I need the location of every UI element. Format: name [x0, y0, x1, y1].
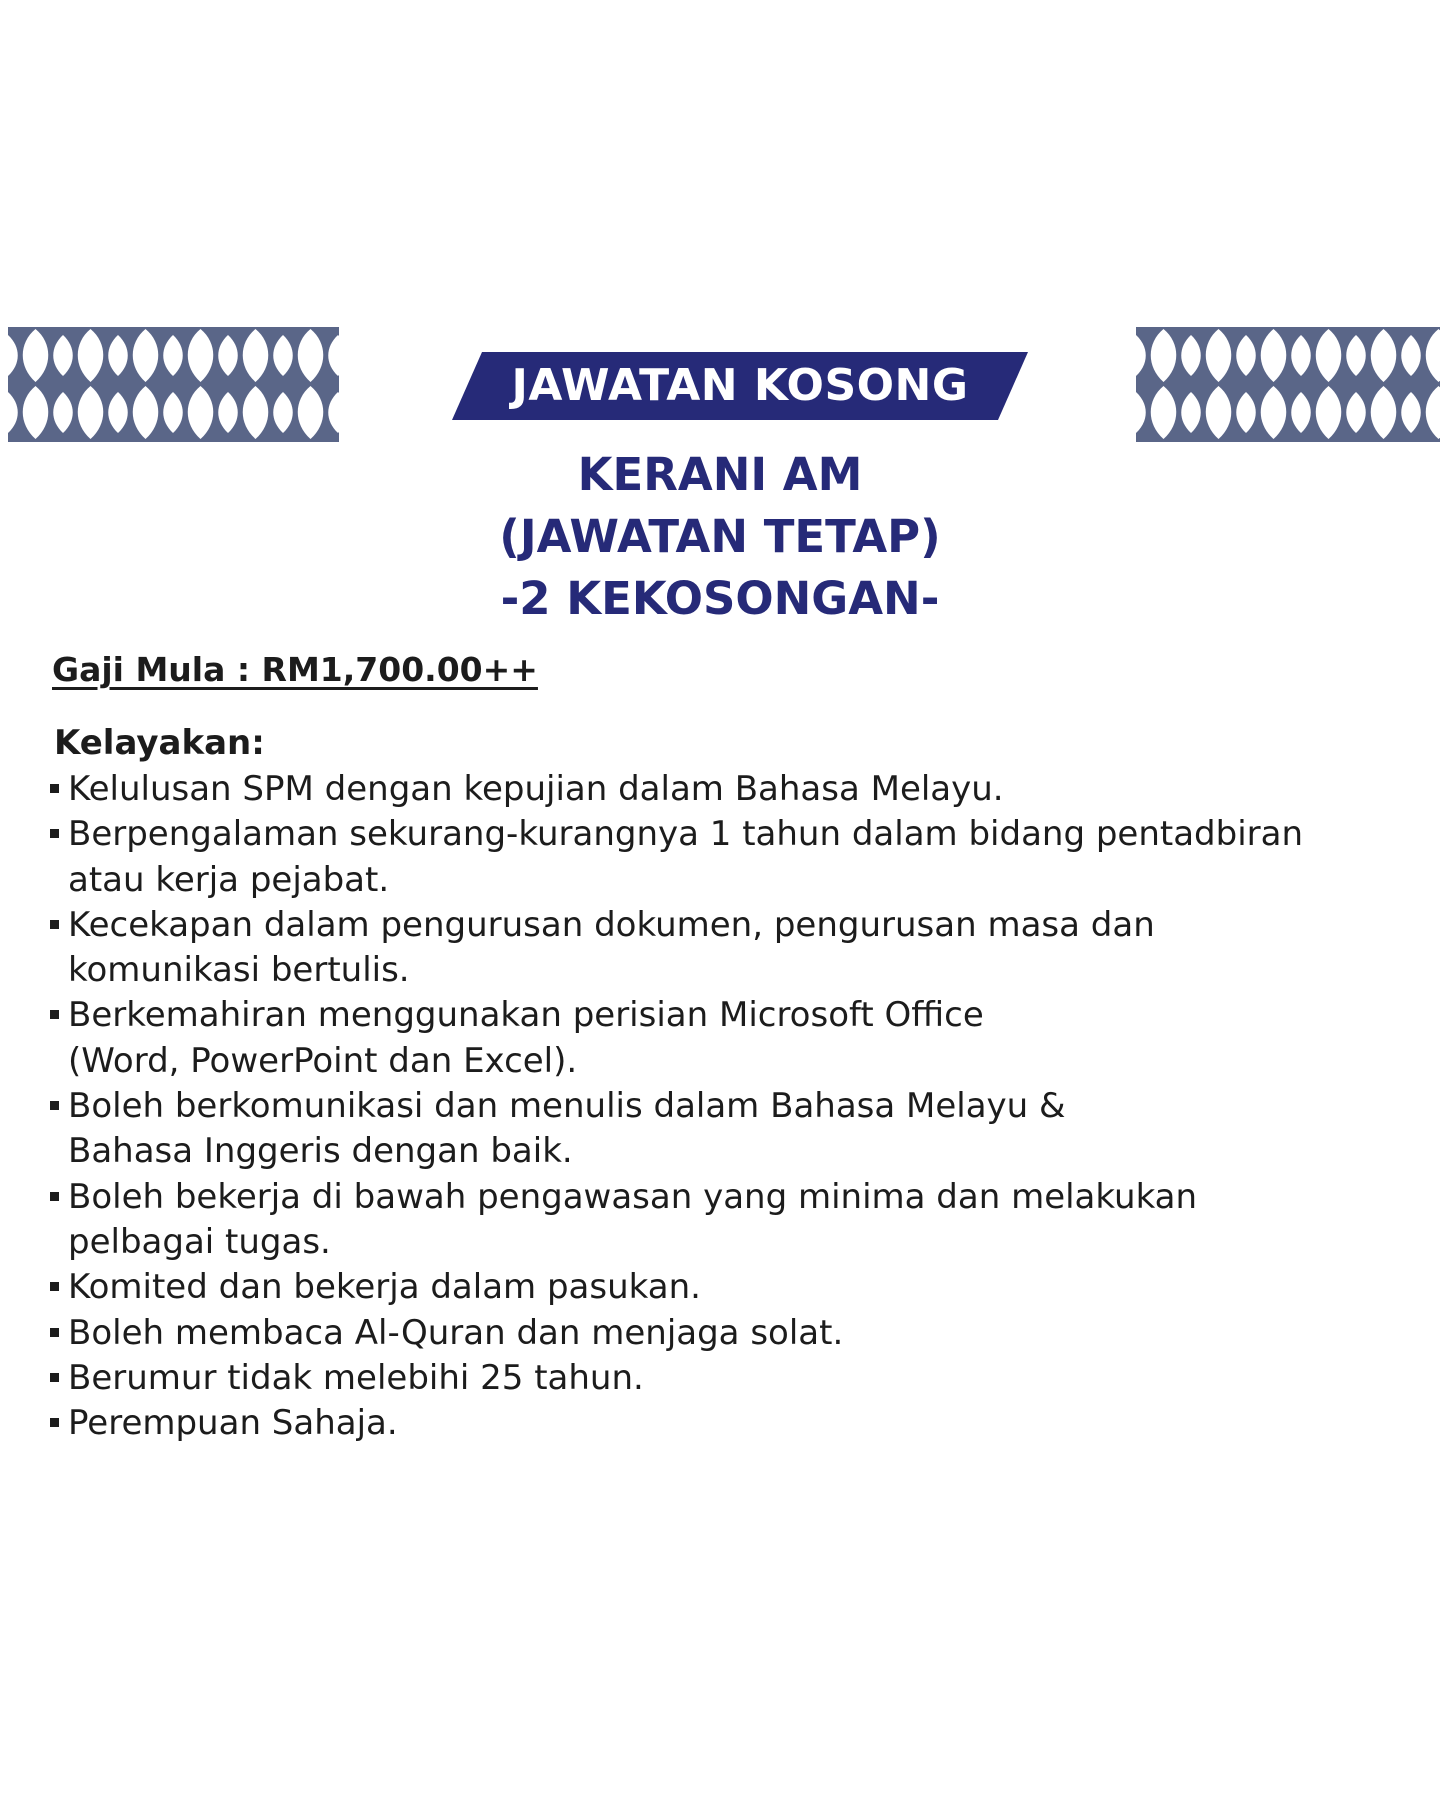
bullet-icon: [50, 1328, 59, 1337]
qualification-item: [48, 812, 1408, 903]
decorative-pattern-left: [8, 327, 339, 442]
banner-label: JAWATAN KOSONG: [511, 360, 969, 411]
qualification-text: Boleh bekerja di bawah pengawasan yang minima dan melakukan: [68, 1176, 1198, 1217]
bullet-icon: [50, 1418, 59, 1427]
qualification-item: [48, 1311, 1408, 1356]
bullet-icon: [50, 1282, 59, 1291]
bullet-icon: [50, 829, 59, 838]
qualification-item: [48, 1356, 1408, 1401]
qualification-text: Boleh membaca Al-Quran dan menjaga solat.: [68, 1312, 844, 1353]
job-title-block: [360, 444, 1080, 630]
qualification-text-continued: pelbagai tugas.: [68, 1221, 331, 1262]
vacancy-count: -2 KEKOSONGAN-: [500, 572, 940, 625]
bullet-icon: [50, 1010, 59, 1019]
qualification-text: Berkemahiran menggunakan perisian Microsoft Office: [68, 995, 984, 1036]
bullet-icon: [50, 1101, 59, 1110]
qualification-item: [48, 903, 1408, 994]
qualification-text: Kecekapan dalam pengurusan dokumen, pengurusan masa dan: [68, 904, 1155, 945]
qualification-text: Berpengalaman sekurang-kurangnya 1 tahun dalam bidang pentadbiran: [68, 814, 1304, 855]
qualification-item: [48, 767, 1408, 812]
qualification-item: [48, 993, 1408, 1084]
ogee-pattern-right: [1136, 327, 1440, 442]
decorative-pattern-right: [1136, 327, 1440, 442]
qualification-text: Berumur tidak melebihi 25 tahun.: [68, 1357, 644, 1398]
qualification-text-continued: komunikasi bertulis.: [68, 950, 410, 991]
bullet-icon: [50, 784, 59, 793]
ogee-pattern-left: [8, 327, 339, 442]
bullet-icon: [50, 1373, 59, 1382]
qualification-text: Kelulusan SPM dengan kepujian dalam Bahasa Melayu.: [68, 769, 1004, 809]
qualification-text: Boleh berkomunikasi dan menulis dalam Bahasa Melayu &: [68, 1086, 1066, 1127]
qualification-text-continued: (Word, PowerPoint dan Excel).: [68, 1040, 578, 1081]
pattern-background: [1136, 327, 1440, 442]
qualification-item: [48, 1401, 1408, 1446]
qualification-text-continued: Bahasa Inggeris dengan baik.: [68, 1131, 573, 1172]
qualification-text-continued: atau kerja pejabat.: [68, 859, 390, 900]
job-title: KERANI AM: [577, 448, 863, 501]
job-type: (JAWATAN TETAP): [499, 510, 941, 563]
qualification-item: [48, 1084, 1408, 1175]
bullet-icon: [50, 1192, 59, 1201]
qualification-item: [48, 1265, 1408, 1310]
qualification-item: [48, 1175, 1408, 1266]
qualification-text: Perempuan Sahaja.: [68, 1403, 398, 1444]
vacancy-banner: [452, 352, 1028, 420]
qualification-text: Komited dan bekerja dalam pasukan.: [68, 1267, 701, 1308]
qualifications-heading: Kelayakan:: [54, 723, 265, 763]
starting-salary: Gaji Mula : RM1,700.00++: [52, 650, 538, 689]
bullet-icon: [50, 920, 59, 929]
qualifications-list: [48, 767, 1408, 1446]
